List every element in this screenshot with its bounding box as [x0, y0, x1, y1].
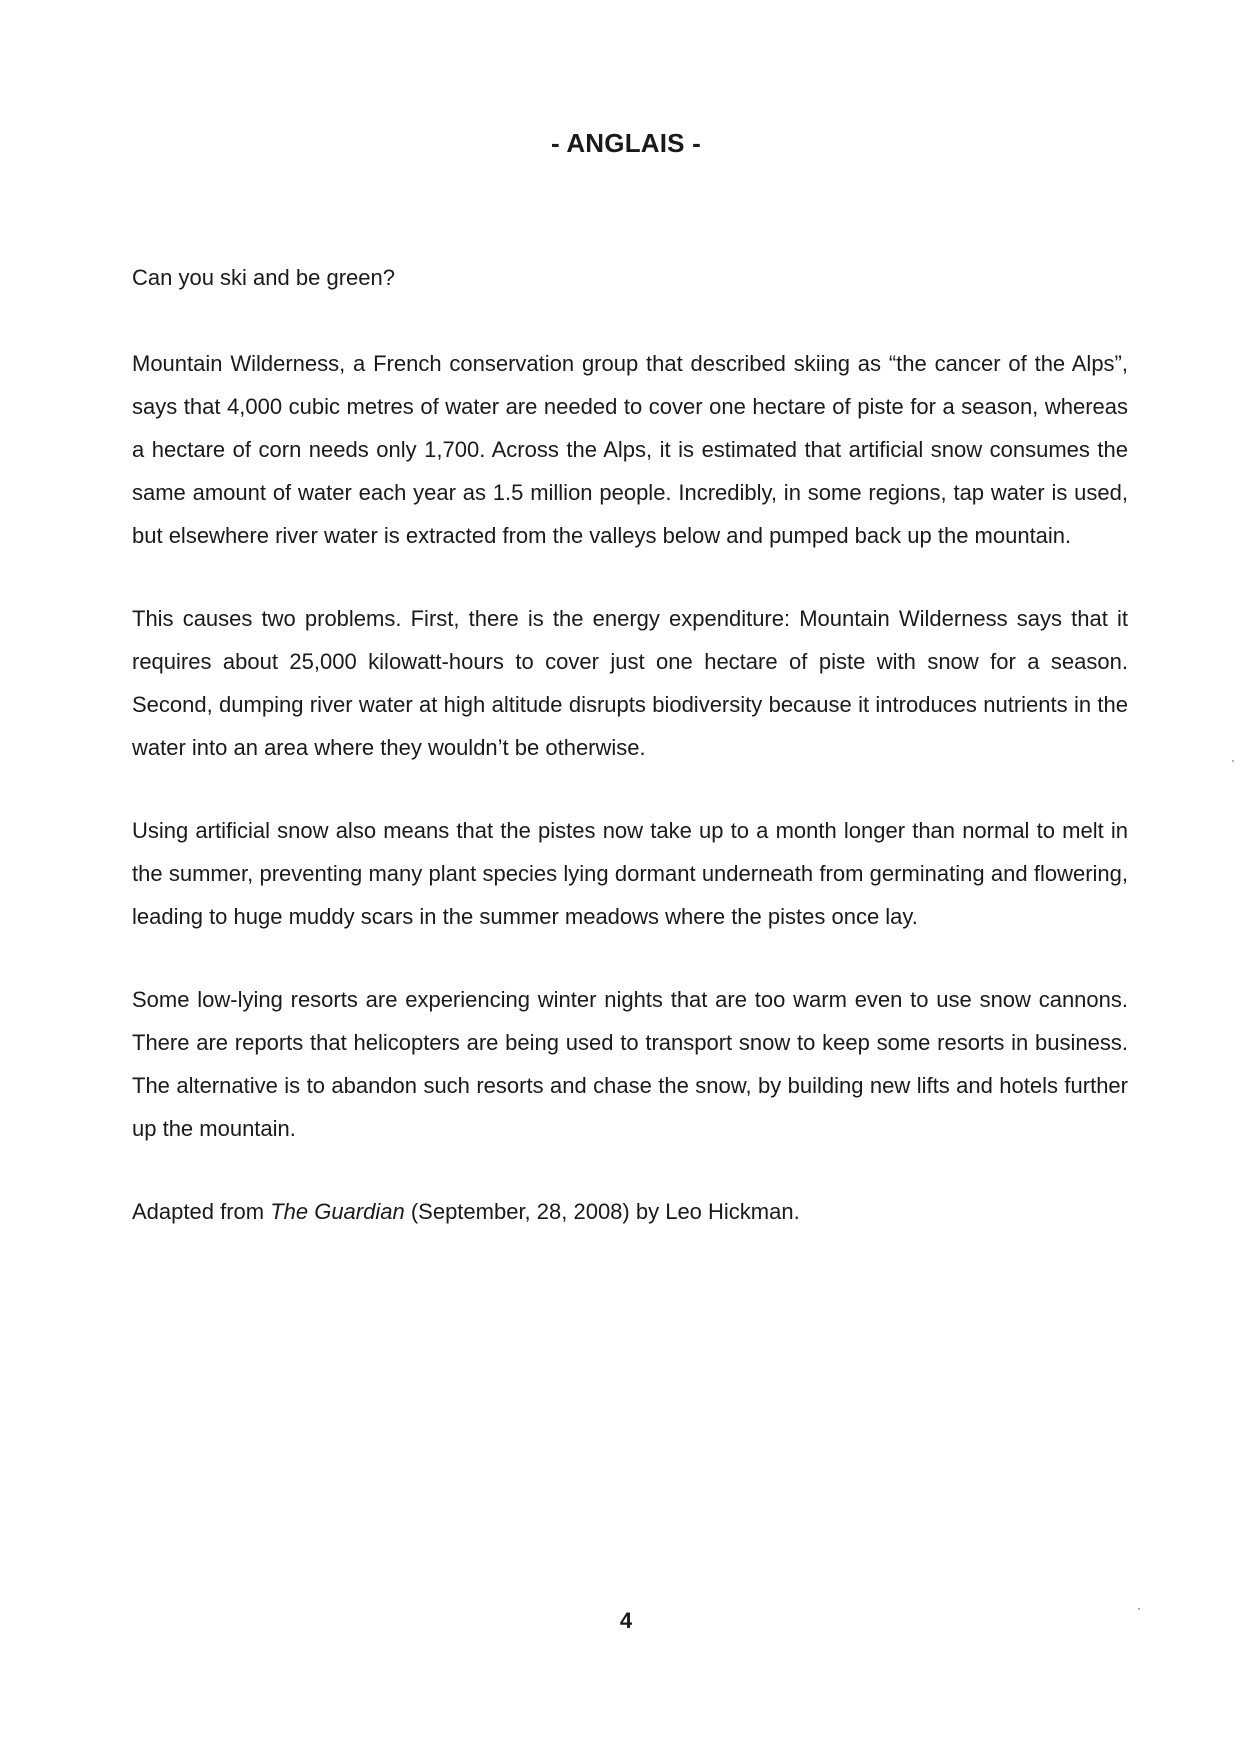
- scan-speck: [1138, 1608, 1140, 1610]
- paragraph-2: This causes two problems. First, there is the energy expenditure: Mountain Wilderness says that it requires about 25,000 kilowatt-hours to cover just one hectare of piste with snow for a season. Second, dumping river water at high altitude disrupts biodiversity because it introduces nutrients in the water into an area where they wouldn’t be otherwise.: [132, 606, 1128, 760]
- paragraph-4: Some low-lying resorts are experiencing winter nights that are too warm even to use snow cannons. There are reports that helicopters are being used to transport snow to keep some resorts in business. The alternative is to abandon such resorts and chase the snow, by building new lifts and hotels further up the mountain.: [132, 987, 1128, 1141]
- credit-source: The Guardian: [270, 1199, 405, 1224]
- credit-prefix: Adapted from: [132, 1199, 271, 1224]
- paragraph-3: Using artificial snow also means that the pistes now take up to a month longer than normal to melt in the summer, preventing many plant species lying dormant underneath from germinating and flowering, leading to huge muddy scars in the summer meadows where the pistes once lay.: [132, 818, 1128, 929]
- page-heading: - ANGLAIS -: [551, 128, 701, 158]
- paragraph-1: Mountain Wilderness, a French conservation group that described skiing as “the cancer of the Alps”, says that 4,000 cubic metres of water are needed to cover one hectare of piste for a season, whereas a hectare of corn needs only 1,700. Across the Alps, it is estimated that artificial snow consumes the same amount of water each year as 1.5 million people. Incredibly, in some regions, tap water is used, but elsewhere river water is extracted from the valleys below and pumped back up the mountain.: [132, 351, 1128, 548]
- article-body: [132, 256, 1128, 1233]
- page-number: 4: [619, 1608, 633, 1633]
- article-question: Can you ski and be green?: [132, 265, 395, 290]
- source-credit: [132, 1190, 1128, 1233]
- scan-speck: [1232, 760, 1234, 762]
- credit-suffix: (September, 28, 2008) by Leo Hickman.: [404, 1199, 800, 1224]
